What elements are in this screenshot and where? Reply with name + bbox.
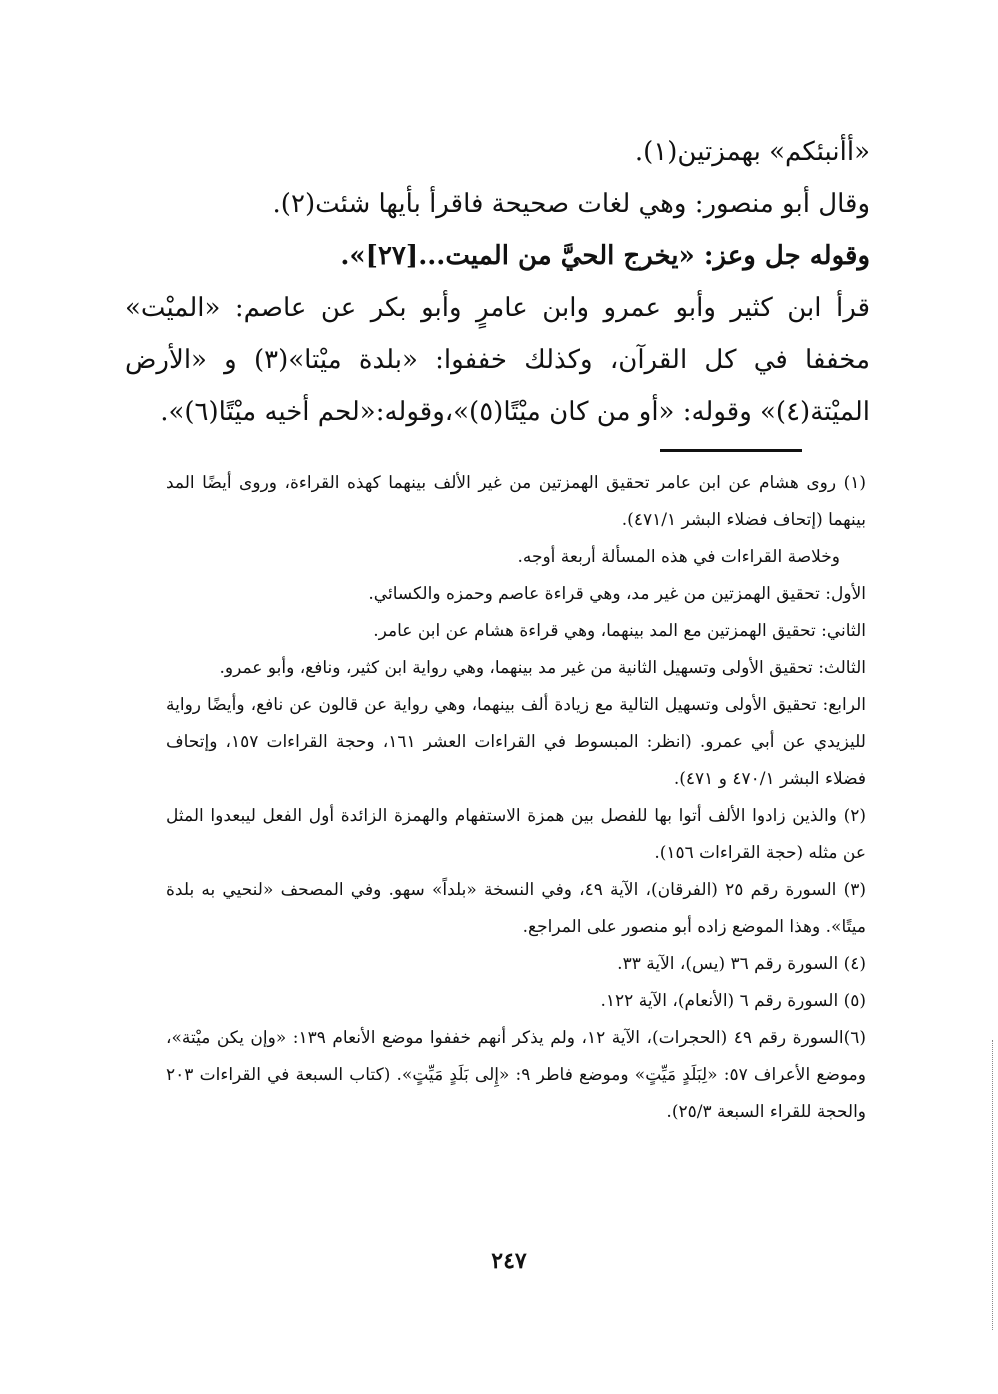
- footnote-fourth-way: الرابع: تحقيق الأولى وتسهيل التالية مع زيادة ألف بينهما، وهي رواية عن قالون عن نافع، وأيضًا رواية لليزيدي عن أبي عمرو. (انظر: المبسوط في القراءات العشر ١٦١، وحجة القراءات ١٥٧، وإتحاف فضلاء البشر ٤٧٠/١ و ٤٧١).: [166, 695, 866, 789]
- footnote-4: (٤) السورة رقم ٣٦ (يس)، الآية ٣٣.: [617, 954, 866, 974]
- page-number: ٢٤٧: [491, 1248, 527, 1274]
- footnote-1: (١) روى هشام عن ابن عامر تحقيق الهمزتين من غير الألف بينهما كهذه القراءة، وروى أيضًا المد بينهما (إتحاف فضلاء البشر ٤٧١/١).: [166, 473, 866, 530]
- footnote-summary: وخلاصة القراءات في هذه المسألة أربعة أوجه.: [517, 547, 840, 567]
- main-line-4: قرأ ابن كثير وأبو عمرو وابن عامرٍ وأبو بكر عن عاصم: «الميْت» مخففا في كل القرآن، وكذلك خففوا: «بلدة ميْتا»(٣) و «الأرض الميْتة(٤)» وقوله: «أو من كان ميْتًا(٥)»،وقوله:«لحم أخيه ميْتًا(٦)».: [125, 293, 870, 427]
- scan-edge-mark: [992, 1040, 998, 1330]
- footnote-divider: [660, 449, 802, 452]
- footnote-5: (٥) السورة رقم ٦ (الأنعام)، الآية ١٢٢.: [600, 991, 866, 1011]
- main-line-2: وقال أبو منصور: وهي لغات صحيحة فاقرأ بأيها شئت(٢).: [272, 189, 870, 219]
- footnote-3: (٣) السورة رقم ٢٥ (الفرقان)، الآية ٤٩، وفي النسخة «بلداً» سهو. وفي المصحف «لنحيي به بلدة ميتًا». وهذا الموضع زاده أبو منصور على المراجع.: [166, 880, 866, 937]
- footnotes: [166, 465, 866, 1131]
- main-text: [125, 126, 870, 438]
- footnote-first-way: الأول: تحقيق الهمزتين من غير مد، وهي قراءة عاصم وحمزه والكسائي.: [368, 584, 866, 604]
- main-line-1: «أأنبئكم» بهمزتين(١).: [634, 137, 870, 167]
- footnote-2: (٢) والذين زادوا الألف أتوا بها للفصل بين همزة الاستفهام والهمزة الزائدة أول الفعل ليبعدوا المثل عن مثله (حجة القراءات ١٥٦).: [166, 806, 866, 863]
- main-line-3: وقوله جل وعز: «يخرج الحيَّ من الميت...[٢٧]».: [340, 241, 870, 271]
- footnote-second-way: الثاني: تحقيق الهمزتين مع المد بينهما، وهي قراءة هشام عن ابن عامر.: [373, 621, 866, 641]
- footnote-6: (٦)السورة رقم ٤٩ (الحجرات)، الآية ١٢، ولم يذكر أنهم خففوا موضع الأنعام ١٣٩: «وإن يكن ميْتة»، وموضع الأعراف ٥٧: «لِبَلَدٍ مَيِّتٍ» وموضع فاطر ٩: «إِلى بَلَدٍ مَيِّتٍ». (كتاب السبعة في القراءات ٢٠٣ والحجة للقراء السبعة ٢٥/٣).: [166, 1028, 867, 1122]
- footnote-third-way: الثالث: تحقيق الأولى وتسهيل الثانية من غير مد بينهما، وهي رواية ابن كثير، ونافع، وأبو عمرو.: [219, 658, 866, 678]
